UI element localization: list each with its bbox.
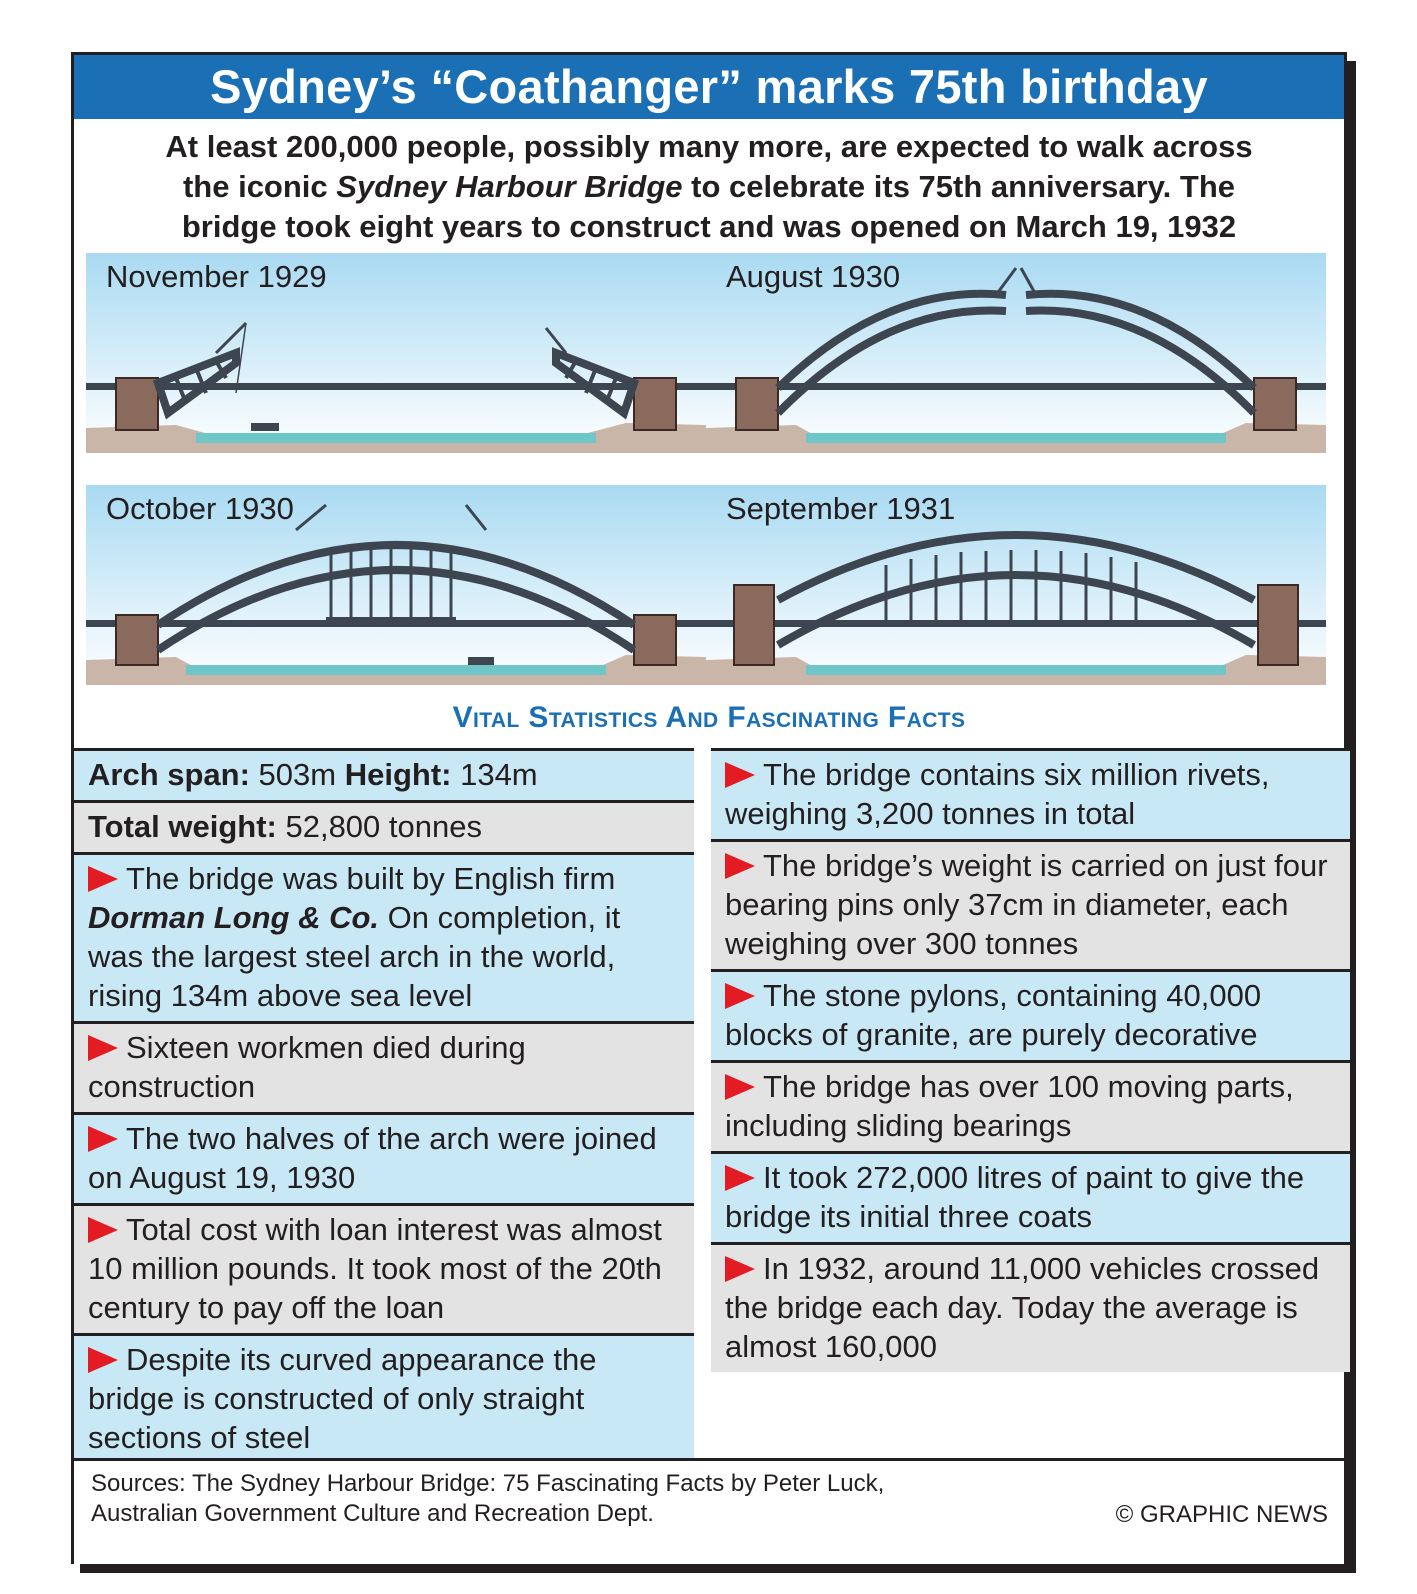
facts-column-left (74, 748, 694, 1463)
infographic-frame (71, 52, 1347, 1564)
fact-builder (74, 852, 694, 1021)
bullet-triangle-icon (88, 866, 118, 892)
right-pylon (634, 615, 676, 665)
fact-moving-parts (711, 1060, 1350, 1151)
arch-span-value: 503m (249, 757, 345, 792)
bullet-triangle-icon (88, 1035, 118, 1061)
fact-bearing-pins (711, 839, 1350, 969)
fact-text: Total cost with loan interest was almost 10 million pounds. It took most of the 20th century to pay off the loan (88, 1212, 662, 1325)
harbour-water (186, 665, 606, 675)
page-title: Sydney’s “Coathanger” marks 75th birthday (74, 55, 1344, 119)
right-pylon (1258, 585, 1298, 665)
sources (91, 1469, 884, 1529)
fact-cost (74, 1203, 694, 1333)
bullet-triangle-icon (725, 983, 755, 1009)
intro-line-2 (74, 167, 1344, 207)
total-weight-label: Total weight: (88, 809, 277, 844)
left-pylon (116, 378, 158, 430)
panel-label: August 1930 (726, 259, 901, 294)
stat-total-weight (74, 800, 694, 852)
fact-pylons (711, 969, 1350, 1060)
fact-text: In 1932, around 11,000 vehicles crossed the bridge each day. Today the average is almost 160,000 (725, 1251, 1320, 1364)
bullet-triangle-icon (725, 1165, 755, 1191)
fact-text: On completion, it was the largest steel arch in the world, rising 134m above sea level (88, 900, 621, 1013)
fact-text: The bridge was built by English firm (126, 861, 616, 896)
fact-text: The bridge has over 100 moving parts, including sliding bearings (725, 1069, 1294, 1143)
bullet-triangle-icon (88, 1347, 118, 1373)
bullet-triangle-icon (725, 853, 755, 879)
panel-label: October 1930 (106, 491, 294, 526)
left-pylon (734, 585, 774, 665)
deck-section (326, 617, 456, 622)
main-deck (706, 620, 1326, 627)
fact-text: The two halves of the arch were joined on August 19, 1930 (88, 1121, 657, 1195)
right-pylon (1254, 378, 1296, 430)
total-weight-value: 52,800 tonnes (276, 809, 482, 844)
left-pylon (736, 378, 778, 430)
fact-paint (711, 1151, 1350, 1242)
bullet-triangle-icon (88, 1217, 118, 1243)
fact-halves-joined (74, 1112, 694, 1203)
left-pylon (116, 615, 158, 665)
fact-workmen (74, 1021, 694, 1112)
height-label: Height: (344, 757, 452, 792)
intro-line-2-post: to celebrate its 75th anniversary. The (682, 169, 1236, 204)
footer (74, 1458, 1344, 1564)
fact-text: The stone pylons, containing 40,000 blocks of granite, are purely decorative (725, 978, 1262, 1052)
fact-text: The bridge contains six million rivets, weighing 3,200 tonnes in total (725, 757, 1270, 831)
panel-october-1930 (86, 485, 706, 685)
sources-line-2: Australian Government Culture and Recreation Dept. (91, 1500, 654, 1527)
bullet-triangle-icon (88, 1126, 118, 1152)
barge (468, 657, 494, 665)
arch-span-label: Arch span: (88, 757, 250, 792)
intro-line-3: bridge took eight years to construct and was opened on March 19, 1932 (181, 209, 1237, 244)
panel-september-1931 (706, 485, 1326, 685)
fact-rivets (711, 748, 1350, 839)
fact-firm-name: Dorman Long & Co. (88, 900, 380, 935)
bullet-triangle-icon (725, 762, 755, 788)
stat-arch-span-height (74, 748, 694, 800)
barge (251, 423, 279, 431)
facts-column-right (711, 748, 1350, 1372)
sources-line-1: Sources: The Sydney Harbour Bridge: 75 Fascinating Facts by Peter Luck, (91, 1470, 885, 1497)
section-title: Vital Statistics And Fascinating Facts (452, 701, 966, 734)
fact-text: The bridge’s weight is carried on just four bearing pins only 37cm in diameter, each weighing over 300 tonnes (725, 848, 1328, 961)
right-pylon (634, 378, 676, 430)
fact-text: Sixteen workmen died during construction (88, 1030, 526, 1104)
harbour-water (196, 433, 596, 443)
credit: © GRAPHIC NEWS (1115, 1501, 1328, 1528)
height-value: 134m (451, 757, 538, 792)
intro-text (74, 127, 1344, 247)
intro-line-1: At least 200,000 people, possibly many more, are expected to walk across (165, 129, 1253, 164)
intro-bridge-name: Sydney Harbour Bridge (336, 169, 683, 204)
panel-august-1930 (706, 253, 1326, 453)
fact-vehicles (711, 1242, 1350, 1372)
fact-text: It took 272,000 litres of paint to give the bridge its initial three coats (725, 1160, 1305, 1234)
bullet-triangle-icon (725, 1074, 755, 1100)
intro-line-2-pre: the iconic (182, 169, 337, 204)
panel-label: September 1931 (726, 491, 956, 526)
fact-text: Despite its curved appearance the bridge is constructed of only straight sections of steel (88, 1342, 597, 1455)
harbour-water (806, 433, 1226, 443)
panel-november-1929 (86, 253, 706, 453)
panel-label: November 1929 (106, 259, 327, 294)
bullet-triangle-icon (725, 1256, 755, 1282)
harbour-water (806, 665, 1226, 675)
fact-straight-sections (74, 1333, 694, 1463)
